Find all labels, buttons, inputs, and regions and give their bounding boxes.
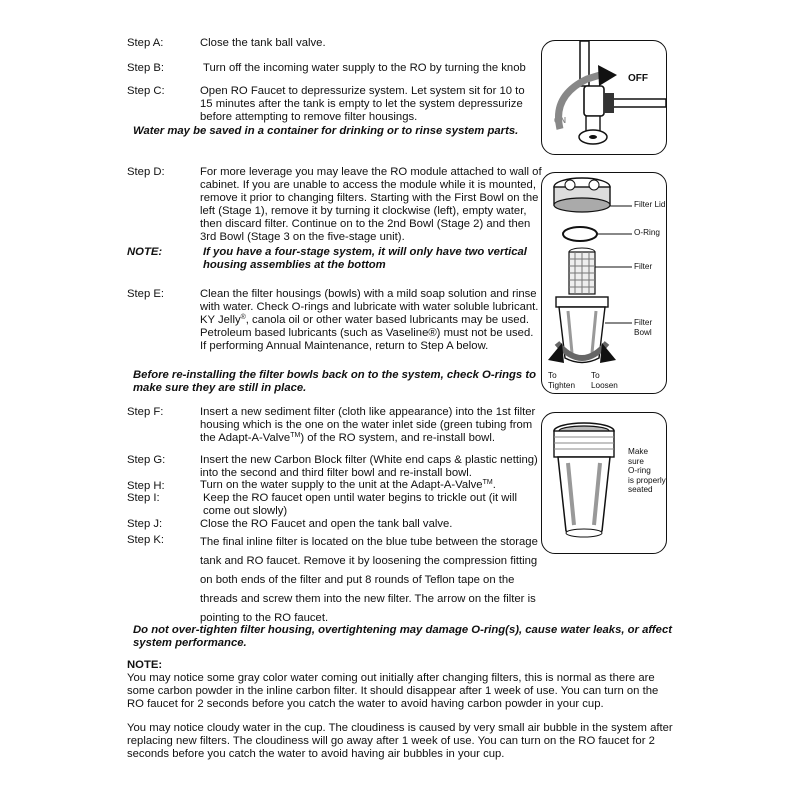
note2-heading: NOTE: — [127, 659, 163, 671]
filter-bowl-label: Filter Bowl — [634, 318, 653, 337]
step-f-label: Step F: — [127, 406, 164, 418]
step-g-text: Insert the new Carbon Block filter (White end caps & plastic netting) into the second and third filter bowl and re-install bowl. — [200, 454, 538, 479]
step-e-text: Clean the filter housings (bowls) with a mild soap solution and rinse with water. Check O-rings and lubricate with water soluble lubricant. KY Jelly®, canola oil or other water based lubricants may be used. Petroleum based lubricants (such as Vaseline®) must not be used. If performing Annual Maintenance, return to Step A below. — [200, 288, 539, 352]
step-b-label: Step B: — [127, 62, 165, 74]
step-h-label: Step H: — [127, 480, 165, 492]
step-h-text: Turn on the water supply to the unit at the Adapt-A-Valve™. — [200, 479, 496, 491]
step-a-text: Close the tank ball valve. — [200, 37, 326, 49]
valve-illustration — [542, 41, 666, 154]
o-ring-label: O-Ring — [634, 228, 660, 237]
step-j-text: Close the RO Faucet and open the tank ball valve. — [200, 518, 453, 530]
reinstall-note: Before re-installing the filter bowls back on to the system, check O-rings to make sure they are still in place. — [133, 369, 537, 394]
step-i-label: Step I: — [127, 492, 160, 504]
step-g-label: Step G: — [127, 454, 166, 466]
oring-check-figure — [541, 412, 667, 554]
oring-seated-label: Make sure O-ring is properly seated — [628, 447, 666, 494]
step-c-text: Open RO Faucet to depressurize system. Let system sit for 10 to 15 minutes after the tank is empty to let the system depressurize before attempting to remove filter housings. — [200, 85, 525, 123]
step-c-note: Water may be saved in a container for drinking or to rinse system parts. — [133, 125, 519, 137]
step-a-label: Step A: — [127, 37, 164, 49]
valve-figure — [541, 40, 667, 155]
note1-text: If you have a four-stage system, it will only have two vertical housing assemblies at the bottom — [203, 246, 527, 271]
overtighten-warning: Do not over-tighten filter housing, overtightening may damage O-ring(s), cause water leaks, or affect system performance. — [133, 624, 673, 649]
valve-on-label: ON — [554, 116, 566, 125]
step-b-text: Turn off the incoming water supply to the RO by turning the knob — [203, 62, 526, 74]
step-k-text: The final inline filter is located on the blue tube between the storage tank and RO faucet. Remove it by loosening the compression fitting on both ends of the filter and put 8 rounds of Teflon tape on the threads and screw them into the new filter. The arrow on the filter is pointing to the RO faucet. — [200, 536, 538, 624]
filter-housing-figure — [541, 172, 667, 394]
step-k-label: Step K: — [127, 534, 165, 546]
step-d-text: For more leverage you may leave the RO module attached to wall of cabinet. If you are unable to access the module while it is mounted, remove it prior to changing filters. Starting with the First Bowl on the left (Stage 1), remove it by turning it clockwise (left), empty water, then discard filter. Continue on to the 2nd Bowl (Stage 2) and then 3rd Bowl (Stage 3 on the five-stage unit). — [200, 166, 542, 243]
note2-paragraph-2: You may notice cloudy water in the cup. The cloudiness is caused by very small air bubble in the system after replacing new filters. The cloudiness will go away after 1 week of use. You can turn on the RO faucet for 2 seconds before you catch the water to avoid having air bubbles in your cup. — [127, 722, 673, 760]
to-loosen-label: To Loosen — [591, 371, 618, 390]
step-c-label: Step C: — [127, 85, 165, 97]
valve-off-label: OFF — [628, 73, 648, 84]
to-tighten-label: To Tighten — [548, 371, 576, 390]
filter-lid-label: Filter Lid — [634, 200, 666, 209]
note2-paragraph-1: You may notice some gray color water coming out initially after changing filters, this is normal as there are some carbon powder in the inline carbon filter. It should disappear after 1 week of use. You can turn on the RO faucet for 2 seconds before you catch the water to avoid having carbon powder in your cup. — [127, 672, 659, 710]
step-e-label: Step E: — [127, 288, 165, 300]
note1-label: NOTE: — [127, 246, 163, 258]
step-d-label: Step D: — [127, 166, 165, 178]
step-f-text: Insert a new sediment filter (cloth like appearance) into the 1st filter housing which is the one on the water inlet side (green tubing from the Adapt-A-Valve™) of the RO system, and re-install bowl. — [200, 406, 536, 444]
step-i-text: Keep the RO faucet open until water begins to trickle out (it will come out slowly) — [203, 492, 517, 517]
filter-label: Filter — [634, 262, 653, 271]
step-j-label: Step J: — [127, 518, 163, 530]
